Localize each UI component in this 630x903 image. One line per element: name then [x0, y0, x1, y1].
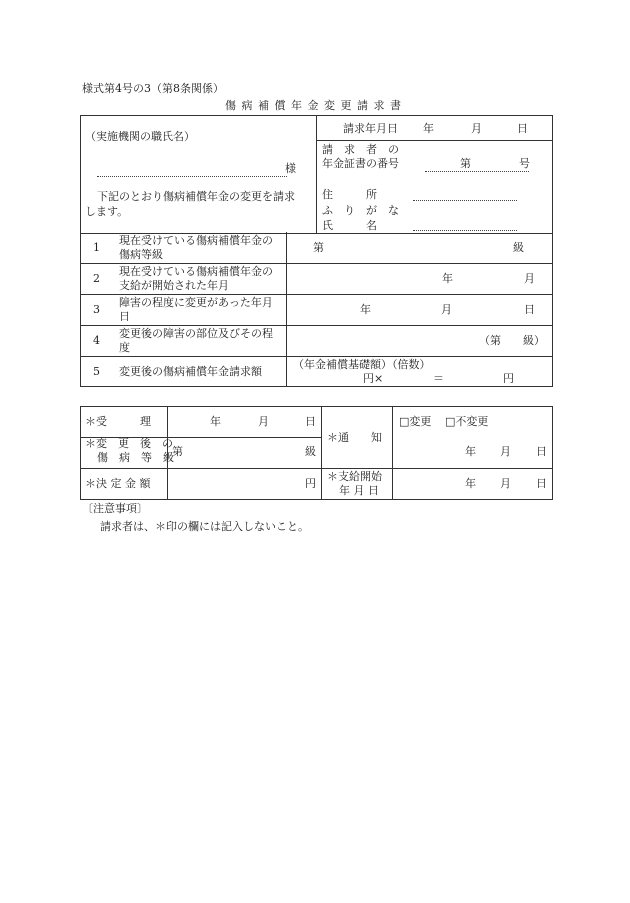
honorific: 様 — [285, 162, 296, 175]
institution-name-field[interactable] — [97, 166, 287, 177]
request-date-label: 請求年月日 — [343, 122, 398, 135]
no-change-checkbox[interactable]: □不変更 — [445, 415, 489, 428]
item-value: 円 — [503, 372, 514, 385]
item-value: 月 — [441, 303, 452, 316]
change-checkbox[interactable]: □変更 — [399, 415, 432, 428]
received-day: 日 — [305, 415, 316, 428]
item-label: 傷病等級 — [119, 248, 163, 261]
grade-suffix: 級 — [305, 445, 316, 458]
received-year: 年 — [210, 415, 221, 428]
start-month: 月 — [500, 477, 511, 490]
new-grade-label-cont: 傷 病 等 級 — [97, 451, 174, 464]
start-year: 年 — [465, 477, 476, 490]
notice-month: 月 — [500, 445, 511, 458]
item-value: （年金補償基礎額）（倍数） — [293, 358, 431, 371]
notice-year: 年 — [465, 445, 476, 458]
page-title: 傷 病 補 償 年 金 変 更 請 求 書 — [225, 99, 402, 112]
grade-prefix: 第 — [172, 445, 183, 458]
item-num: 5 — [93, 365, 100, 378]
decision-yen: 円 — [305, 477, 316, 490]
start-date-label-cont: 年 月 日 — [339, 484, 379, 497]
notes-heading: 〔注意事項〕 — [82, 502, 148, 515]
item-value[interactable]: 年 — [360, 303, 371, 316]
request-text: 下記のとおり傷病補償年金の変更を請求 — [97, 190, 295, 203]
item-num: 3 — [93, 303, 100, 316]
furigana-label: ふ り が な — [322, 204, 399, 217]
notes-text: 請求者は、＊印の欄には記入しないこと。 — [100, 520, 309, 533]
item-num: 2 — [93, 272, 100, 285]
address-label: 住 所 — [322, 188, 377, 201]
start-day: 日 — [536, 477, 547, 490]
cert-prefix: 第 — [460, 157, 471, 170]
name-field[interactable] — [413, 220, 517, 231]
item-value: 日 — [524, 303, 535, 316]
received-month: 月 — [258, 415, 269, 428]
received-label: ＊受 理 — [85, 415, 151, 428]
request-date-day: 日 — [517, 122, 528, 135]
request-text-cont: します。 — [85, 205, 129, 218]
item-value[interactable]: （第 級） — [479, 334, 545, 347]
item-value[interactable]: 年 — [442, 272, 453, 285]
item-label: 現在受けている傷病補償年金の — [119, 234, 273, 247]
item-value: 級 — [513, 241, 524, 254]
item-label: 変更後の障害の部位及びその程 — [119, 327, 273, 340]
notice-label: ＊通 知 — [327, 431, 382, 444]
items-table — [80, 232, 553, 387]
claimant-label: 請 求 者 の — [322, 143, 399, 156]
office-use-table — [80, 406, 553, 500]
decision-label: ＊決 定 金 額 — [85, 477, 151, 490]
item-num: 1 — [93, 241, 100, 254]
notice-day: 日 — [536, 445, 547, 458]
address-field[interactable] — [413, 190, 517, 201]
institution-label: （実施機関の職氏名） — [85, 130, 195, 143]
item-num: 4 — [93, 334, 100, 347]
item-label: 度 — [119, 341, 130, 354]
item-value: ＝ — [433, 372, 444, 385]
cert-number-label: 年金証書の番号 — [322, 157, 399, 170]
item-label: 日 — [119, 310, 130, 323]
new-grade-label: ＊変 更 後 の — [85, 437, 173, 450]
item-value: 月 — [524, 272, 535, 285]
applicant-section — [80, 115, 553, 234]
item-value[interactable]: 第 — [313, 241, 324, 254]
item-label: 障害の程度に変更があった年月 — [119, 296, 273, 309]
start-date-label: ＊支給開始 — [327, 470, 382, 483]
cert-number-field[interactable] — [425, 159, 529, 172]
item-label: 現在受けている傷病補償年金の — [119, 265, 273, 278]
form-label: 様式第4号の3（第8条関係） — [82, 82, 224, 95]
item-label: 支給が開始された年月 — [119, 279, 229, 292]
request-date-year: 年 — [423, 122, 434, 135]
request-date-month: 月 — [471, 122, 482, 135]
name-label: 氏 名 — [322, 219, 377, 232]
item-value[interactable]: 円× — [363, 372, 384, 385]
item-label: 変更後の傷病補償年金請求額 — [119, 365, 262, 378]
cert-suffix: 号 — [519, 157, 530, 170]
